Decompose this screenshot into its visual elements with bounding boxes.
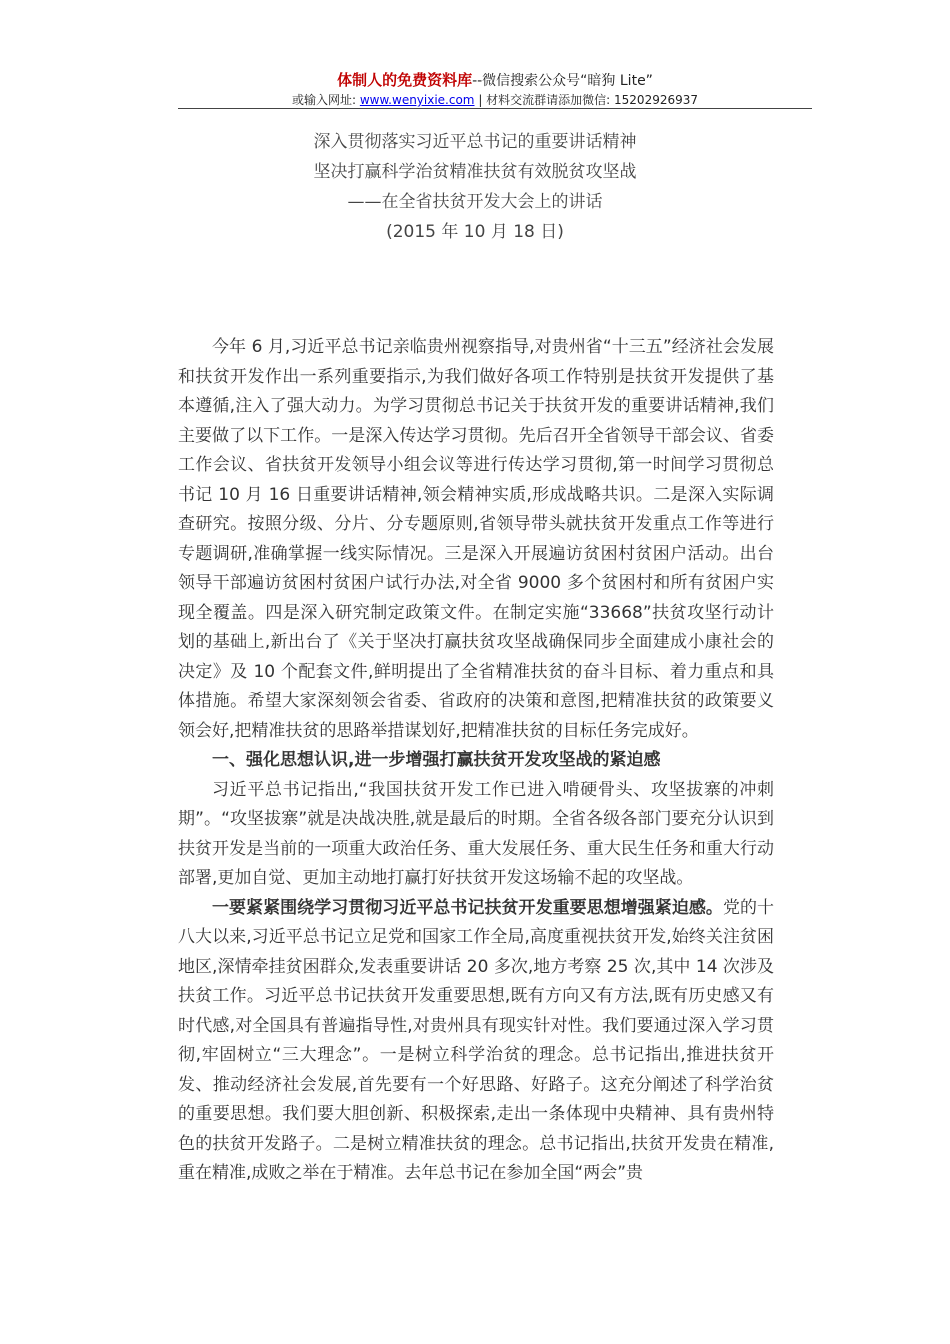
speech-date: (2015 年 10 月 18 日) [386, 222, 564, 242]
header-tagline: --微信搜索公众号“暗狗 Lite” [472, 73, 653, 89]
paragraph-3-text: 党的十八大以来,习近平总书记立足党和国家工作全局,高度重视扶贫开发,始终关注贫困地区,深情牵挂贫困群众,发表重要讲话 20 多次,地方考察 25 次,其中 14 次涉及扶贫工作。习近平总书记扶贫开发重要思想,既有方向又有方法,既有历史感又有时代感,对全国具有普遍指导性,对贵州具有现实针对性。我们要通过深入学习贯彻,牢固树立“三大理念”。一是树立科学治贫的理念。总书记指出,推进扶贫开发、推动经济社会发展,首先要有一个好思路、好路子。这充分阐述了科学治贫的重要思想。我们要大胆创新、积极探索,走出一条体现中央精神、具有贵州特色的扶贫开发路子。二是树立精准扶贫的理念。总书记指出,扶贫开发贵在精准,重在精准,成败之举在于精准。去年总书记在参加全国“两会”贵 [178, 897, 774, 1183]
url-prefix: 或输入网址: [291, 93, 360, 107]
header-divider [178, 108, 812, 109]
contact-info: | 材料交流群请添加微信: 15202926937 [474, 93, 699, 107]
title-line-2: 坚决打赢科学治贫精准扶贫有效脱贫攻坚战 [313, 162, 637, 182]
intro-paragraph: 今年 6 月,习近平总书记亲临贵州视察指导,对贵州省“十三五”经济社会发展和扶贫开发作出一系列重要指示,为我们做好各项工作特别是扶贫开发提供了基本遵循,注入了强大动力。为学习贯彻总书记关于扶贫开发的重要讲话精神,我们主要做了以下工作。一是深入传达学习贯彻。先后召开全省领导干部会议、省委工作会议、省扶贫开发领导小组会议等进行传达学习贯彻,第一时间学习贯彻总书记 10 月 16 日重要讲话精神,领会精神实质,形成战略共识。二是深入实际调查研究。按照分级、分片、分专题原则,省领导带头就扶贫开发重点工作等进行专题调研,准确掌握一线实际情况。三是深入开展遍访贫困村贫困户活动。出台领导干部遍访贫困村贫困户试行办法,对全省 9000 多个贫困村和所有贫困户实现全覆盖。四是深入研究制定政策文件。在制定实施“33668”扶贫攻坚行动计划的基础上,新出台了《关于坚决打赢扶贫攻坚战确保同步全面建成小康社会的决定》及 10 个配套文件,鲜明提出了全省精准扶贫的奋斗目标、着力重点和具体措施。希望大家深刻领会省委、省政府的决策和意图,把精准扶贫的政策要义领会好,把精准扶贫的思路举措谋划好,把精准扶贫的目标任务完成好。 [178, 337, 774, 741]
subtitle: ——在全省扶贫开发大会上的讲话 [347, 192, 603, 212]
brand-text: 体制人的免费资料库 [337, 71, 473, 89]
section-heading-1: 一、强化思想认识,进一步增强打赢扶贫开发攻坚战的紧迫感 [212, 750, 661, 770]
website-link[interactable]: www.wenyixie.com [359, 93, 475, 107]
title-line-1: 深入贯彻落实习近平总书记的重要讲话精神 [313, 132, 637, 152]
document-body [178, 333, 774, 1189]
paragraph-3 [178, 894, 774, 1189]
header-line-2 [178, 91, 812, 109]
header-line-1 [178, 70, 812, 91]
page-header [178, 70, 812, 109]
speech-title-block [178, 127, 772, 247]
paragraph-3-lead: 一要紧紧围绕学习贯彻习近平总书记扶贫开发重要思想增强紧迫感。 [212, 897, 723, 918]
paragraph-2: 习近平总书记指出,“我国扶贫开发工作已进入啃硬骨头、攻坚拔寨的冲刺期”。“攻坚拔寨”就是决战决胜,就是最后的时期。全省各级各部门要充分认识到扶贫开发是当前的一项重大政治任务、重大发展任务、重大民生任务和重大行动部署,更加自觉、更加主动地打赢打好扶贫开发这场输不起的攻坚战。 [178, 779, 774, 888]
